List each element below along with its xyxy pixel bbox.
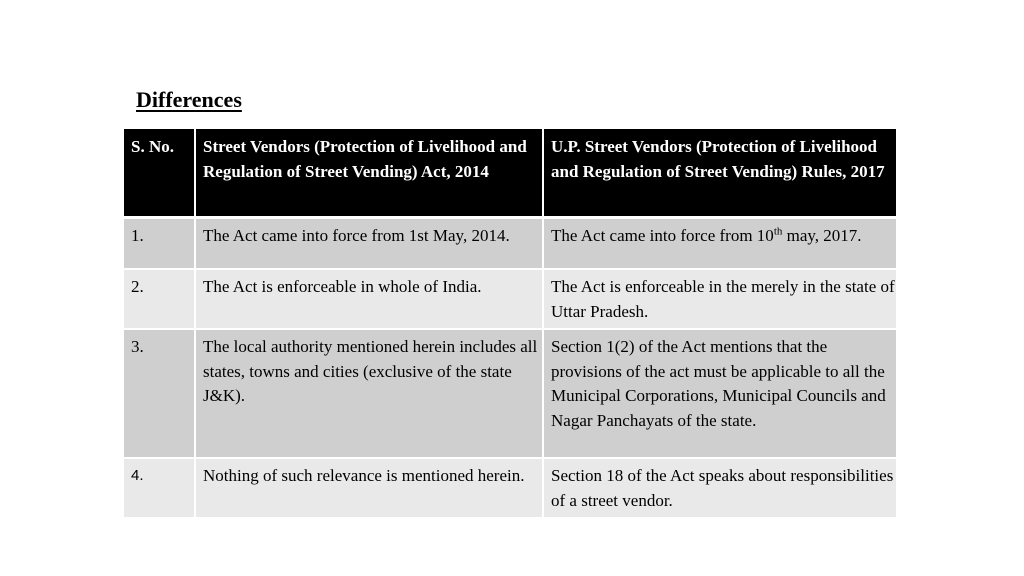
cell-serial-number: 3. bbox=[123, 329, 195, 458]
cell-rules-2017 bbox=[543, 217, 897, 269]
table-row bbox=[123, 217, 897, 269]
cell-text: may, 2017. bbox=[782, 225, 862, 245]
cell-serial-number: 2. bbox=[123, 269, 195, 329]
table-row bbox=[123, 329, 897, 458]
page-title: Differences bbox=[136, 87, 242, 112]
cell-act-2014: The Act came into force from 1st May, 2014. bbox=[195, 217, 543, 269]
table-header-row bbox=[123, 128, 897, 217]
cell-text: The Act came into force from 10 bbox=[551, 225, 774, 245]
table-row bbox=[123, 269, 897, 329]
ordinal-suffix: th bbox=[773, 224, 783, 237]
cell-rules-2017: Section 1(2) of the Act mentions that the provisions of the act must be applicable to all the Municipal Corporations, Municipal Councils and Nagar Panchayats of the state. bbox=[543, 329, 897, 458]
comparison-table bbox=[122, 127, 898, 519]
header-rules-2017: U.P. Street Vendors (Protection of Livelihood and Regulation of Street Vending) Rules, 2017 bbox=[543, 128, 897, 217]
cell-rules-2017: Section 18 of the Act speaks about responsibilities of a street vendor. bbox=[543, 458, 897, 518]
header-serial-number: S. No. bbox=[123, 128, 195, 217]
header-act-2014: Street Vendors (Protection of Livelihood and Regulation of Street Vending) Act, 2014 bbox=[195, 128, 543, 217]
cell-act-2014: The local authority mentioned herein includes all states, towns and cities (exclusive of the state J&K). bbox=[195, 329, 543, 458]
table-row bbox=[123, 458, 897, 518]
cell-serial-number: 1. bbox=[123, 217, 195, 269]
cell-act-2014: Nothing of such relevance is mentioned herein. bbox=[195, 458, 543, 518]
cell-serial-number: 4. bbox=[123, 458, 195, 518]
cell-act-2014: The Act is enforceable in whole of India. bbox=[195, 269, 543, 329]
cell-rules-2017: The Act is enforceable in the merely in the state of Uttar Pradesh. bbox=[543, 269, 897, 329]
